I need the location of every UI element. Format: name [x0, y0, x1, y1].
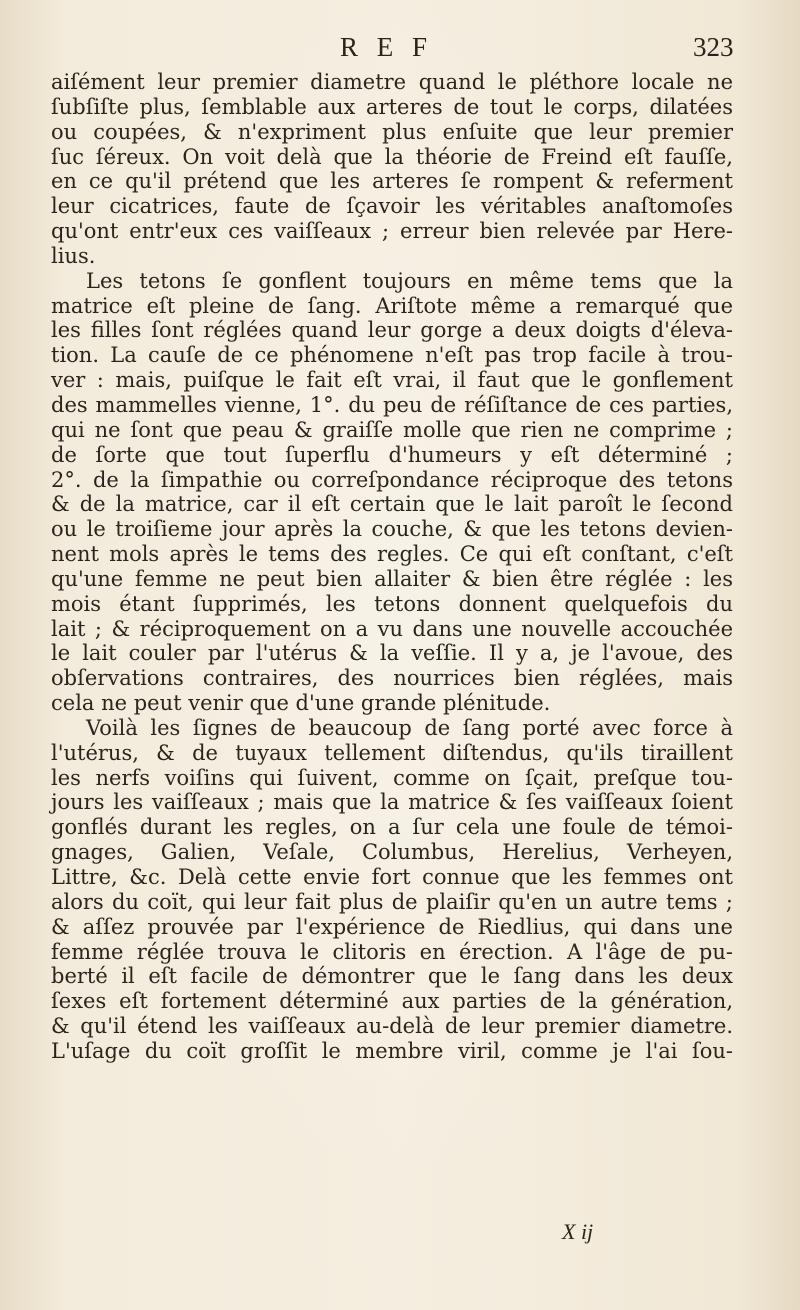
text-line: aiſément leur premier diametre quand le pléthore locale ne	[51, 70, 733, 94]
text-line: les nerfs voiſins qui ſuivent, comme on ſçait, preſque tou-	[51, 765, 733, 790]
text-line: ſexes eſt fortement déterminé aux parties de la génération,	[51, 989, 733, 1014]
text-line: berté il eſt facile de démontrer que le ſang dans les deux	[51, 964, 733, 989]
text-line: de ſorte que tout ſuperflu d'humeurs y eſt déterminé ;	[51, 442, 733, 467]
running-head	[0, 32, 800, 72]
text-line: mois étant ſupprimés, les tetons donnent quelquefois du	[51, 591, 733, 616]
text-line: & aſſez prouvée par l'expérience de Riedlius, qui dans une	[51, 914, 733, 939]
text-line: lait ; & réciproquement on a vu dans une nouvelle accouchée	[51, 616, 733, 641]
text-line: nent mols après le tems des regles. Ce qui eſt conſtant, c'eſt	[51, 542, 733, 567]
text-line: ſuc ſéreux. On voit delà que la théorie de Freind eſt fauſſe,	[51, 144, 733, 169]
text-line: l'utérus, & de tuyaux tellement diſtendus, qu'ils tiraillent	[51, 740, 733, 765]
text-line: en ce qu'il prétend que les arteres ſe rompent & referment	[51, 169, 733, 194]
body-text	[51, 70, 733, 1064]
text-line: femme réglée trouva le clitoris en érection. A l'âge de pu-	[51, 939, 733, 964]
signature-mark: X ij	[562, 1219, 594, 1244]
running-head-title: R E F	[340, 32, 434, 62]
text-line: jours les vaiſſeaux ; mais que la matrice & ſes vaiſſeaux ſoient	[51, 790, 733, 815]
text-line: ou le troiſieme jour après la couche, & que les tetons devien-	[51, 517, 733, 542]
text-line: le lait couler par l'utérus & la veſſie. Il y a, je l'avoue, des	[51, 641, 733, 666]
text-line: des mammelles vienne, 1°. du peu de réſiſtance de ces parties,	[51, 392, 733, 417]
text-line: alors du coït, qui leur fait plus de plaiſir qu'en un autre tems ;	[51, 889, 733, 914]
text-line: ou coupées, & n'expriment plus enſuite que leur premier	[51, 119, 733, 144]
text-line: L'uſage du coït groſſit le membre viril, comme je l'ai ſou-	[51, 1038, 733, 1063]
text-line: matrice eſt pleine de ſang. Ariſtote même a remarqué que	[51, 293, 733, 318]
text-line: qu'une femme ne peut bien allaiter & bien être réglée : les	[51, 566, 733, 591]
text-line: Littre, &c. Delà cette envie fort connue que les femmes ont	[51, 865, 733, 889]
paragraph-first-line: Voilà les ſignes de beaucoup de ſang porté avec force à	[86, 715, 733, 740]
text-line: qui ne ſont que peau & graiſſe molle que rien ne comprime ;	[51, 417, 733, 442]
text-line: cela ne peut venir que d'une grande plénitude.	[51, 691, 551, 716]
text-line: ver : mais, puiſque le fait eſt vrai, il faut que le gonflement	[51, 368, 733, 393]
paragraph-first-line: Les tetons ſe gonflent toujours en même tems que la	[86, 268, 733, 293]
page-number: 323	[693, 32, 734, 62]
text-line: les filles ſont réglées quand leur gorge a deux doigts d'éleva-	[51, 318, 733, 343]
text-line: 2°. de la ſimpathie ou correſpondance réciproque des tetons	[51, 467, 733, 492]
text-line: gnages, Galien, Veſale, Columbus, Herelius, Verheyen,	[51, 840, 733, 865]
text-line: lius.	[51, 243, 96, 268]
text-line: qu'ont entr'eux ces vaiſſeaux ; erreur bien relevée par Here-	[51, 219, 733, 244]
text-line: leur cicatrices, faute de ſçavoir les véritables anaſtomoſes	[51, 194, 733, 219]
text-line: & de la matrice, car il eſt certain que le lait paroît le ſecond	[51, 492, 733, 517]
text-line: obſervations contraires, des nourrices bien réglées, mais	[51, 666, 733, 691]
text-line: tion. La cauſe de ce phénomene n'eſt pas trop facile à trou-	[51, 343, 733, 368]
text-line: & qu'il étend les vaiſſeaux au-delà de leur premier diametre.	[51, 1014, 733, 1039]
text-line: ſubſiſte plus, ſemblable aux arteres de tout le corps, dilatées	[51, 94, 733, 119]
text-line: gonflés durant les regles, on a ſur cela une foule de témoi-	[51, 815, 733, 840]
